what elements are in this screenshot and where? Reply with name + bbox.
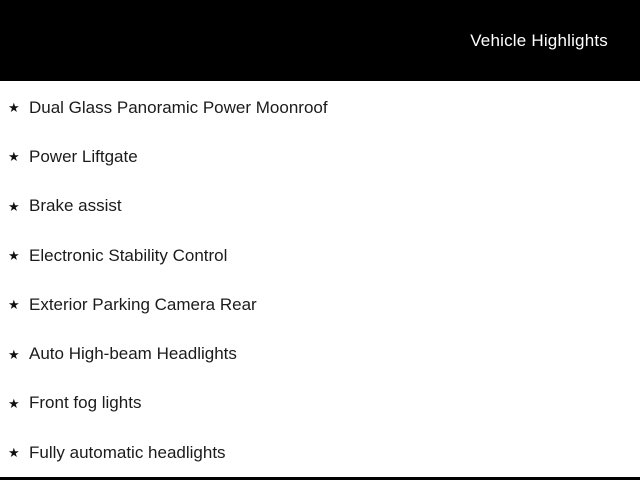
feature-label: Brake assist: [29, 196, 122, 216]
list-item: [0, 379, 640, 428]
star-icon: ★: [8, 445, 20, 461]
feature-label: Auto High-beam Headlights: [29, 344, 237, 364]
list-item: [0, 280, 640, 329]
star-icon: ★: [8, 346, 20, 362]
star-icon: ★: [8, 297, 20, 313]
list-item: [0, 231, 640, 280]
feature-label: Exterior Parking Camera Rear: [29, 294, 257, 314]
feature-label: Power Liftgate: [29, 146, 138, 166]
feature-label: Electronic Stability Control: [29, 245, 228, 265]
page-title: Vehicle Highlights: [470, 30, 608, 50]
star-icon: ★: [8, 395, 20, 411]
list-item: [0, 83, 640, 132]
star-icon: ★: [8, 149, 20, 165]
star-icon: ★: [8, 248, 20, 264]
list-item: [0, 132, 640, 181]
vehicle-highlights-header: [0, 0, 640, 81]
vehicle-highlights-list: [0, 81, 640, 477]
list-item: [0, 329, 640, 378]
feature-label: Fully automatic headlights: [29, 442, 226, 462]
list-item: [0, 182, 640, 231]
star-icon: ★: [8, 100, 20, 116]
star-icon: ★: [8, 198, 20, 214]
list-item: [0, 428, 640, 477]
feature-label: Dual Glass Panoramic Power Moonroof: [29, 97, 328, 117]
feature-label: Front fog lights: [29, 393, 142, 413]
